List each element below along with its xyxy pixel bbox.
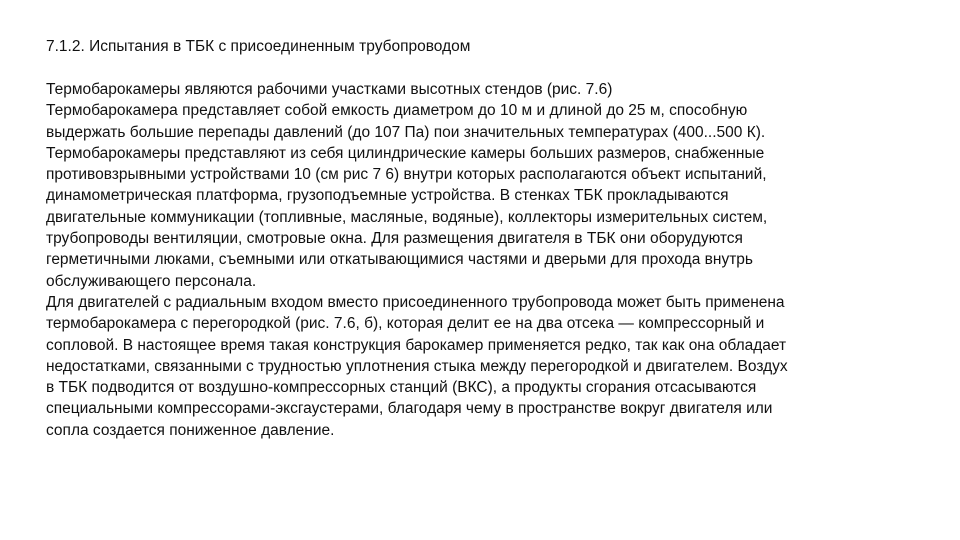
text-line: динамометрическая платформа, грузоподъемные устройства. В стенках ТБК прокладываются — [46, 187, 729, 205]
body-text — [46, 79, 926, 441]
text-line: термобарокамера с перегородкой (рис. 7.6, б), которая делит ее на два отсека — компрессорный и — [46, 315, 765, 333]
text-line: двигательные коммуникации (топливные, масляные, водяные), коллекторы измерительных систем, — [46, 208, 768, 226]
text-line: обслуживающего персонала. — [46, 272, 257, 290]
text-line: Термобарокамеры представляют из себя цилиндрические камеры больших размеров, снабженные — [46, 144, 765, 162]
text-line: герметичными люками, съемными или откатывающимися частями и дверьми для прохода внутрь — [46, 251, 753, 269]
text-line: противовзрывными устройствами 10 (см рис 7 6) внутри которых располагаются объект испытаний, — [46, 166, 767, 184]
text-line: выдержать большие перепады давлений (до 107 Па) пои значительных температурах (400...500 К). — [46, 123, 766, 141]
text-line: специальными компрессорами-эксгаустерами, благодаря чему в пространстве вокруг двигателя или — [46, 400, 773, 418]
slide-content — [46, 37, 926, 441]
text-line: Термобарокамера представляет собой емкость диаметром до 10 м и длиной до 25 м, способную — [46, 102, 748, 120]
text-line: сопла создается пониженное давление. — [46, 421, 335, 439]
text-line: сопловой. В настоящее время такая конструкция барокамер применяется редко, так как она обладает — [46, 336, 787, 354]
section-heading: 7.1.2. Испытания в ТБК с присоединенным трубопроводом — [46, 38, 471, 55]
text-line: Термобарокамеры являются рабочими участками высотных стендов (рис. 7.6) — [46, 81, 613, 98]
text-line: трубопроводы вентиляции, смотровые окна. Для размещения двигателя в ТБК они оборудуются — [46, 230, 743, 248]
text-line: в ТБК подводится от воздушно-компрессорных станций (ВКС), а продукты сгорания отсасываются — [46, 379, 757, 397]
text-line: Для двигателей с радиальным входом вместо присоединенного трубопровода может быть применена — [46, 293, 785, 311]
text-line: недостатками, связанными с трудностью уплотнения стыка между перегородкой и двигателем. Воздух — [46, 357, 788, 375]
